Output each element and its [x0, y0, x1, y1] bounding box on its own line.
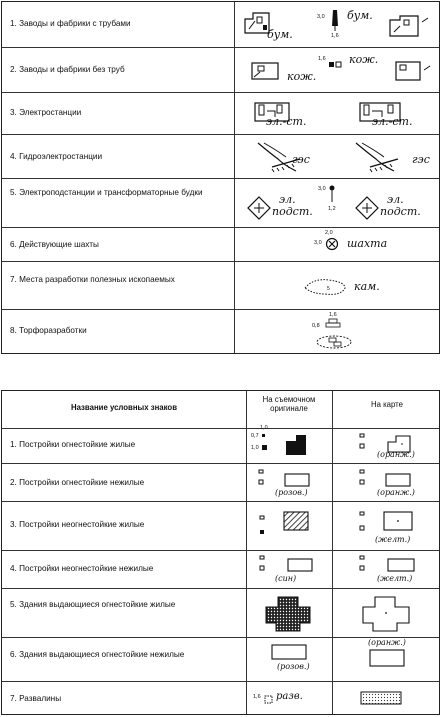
- table-building-symbols: [1, 390, 440, 715]
- scale-label: 1,6: [329, 312, 337, 318]
- table-row: [2, 550, 439, 589]
- svg-text:5: 5: [327, 286, 330, 292]
- scale-label: 1,6: [331, 33, 339, 39]
- scale-label: 1,6: [253, 694, 261, 700]
- quarry-symbol: [303, 276, 349, 303]
- symbol-caption: бум.: [347, 9, 373, 22]
- row-label: 3. Электростанции: [10, 108, 82, 117]
- symbol-caption: подст.: [272, 205, 313, 218]
- table-row: [2, 588, 439, 638]
- scale-label: 3,0: [317, 14, 325, 20]
- symbol-caption: кам.: [354, 280, 380, 293]
- scale-label: 2,0: [325, 230, 333, 236]
- header-survey: На съемочном оригинале: [262, 395, 316, 413]
- building-nonfireproof-residential-symbol: [258, 508, 318, 547]
- table-row: [2, 425, 439, 464]
- table-row: [2, 501, 439, 551]
- row-label: 7. Места разработки полезных ископаемых: [10, 275, 175, 284]
- row-label: 3. Постройки неогнестойкие жилые: [10, 520, 145, 529]
- scale-label: 1,0: [260, 425, 268, 431]
- table-header: [2, 391, 439, 428]
- table-row: [2, 134, 439, 179]
- scale-label: 0,8: [312, 323, 320, 329]
- row-label: 5. Здания выдающиеся огнестойкие жилые: [10, 600, 176, 609]
- map-note: (оранж.): [377, 450, 415, 459]
- symbol-caption: гэс: [412, 153, 430, 166]
- table-row: [2, 92, 439, 135]
- scale-label: 3,0: [318, 186, 326, 192]
- row-label: 4. Постройки неогнестойкие нежилые: [10, 564, 154, 573]
- row-label: 1. Постройки огнестойкие жилые: [10, 440, 136, 449]
- table-row: [2, 178, 439, 228]
- row-label: 1. Заводы и фабрики с трубами: [10, 19, 131, 28]
- map-note: (оранж.): [377, 488, 415, 497]
- row-label: 5. Электроподстанции и трансформаторные будки: [10, 188, 203, 197]
- scale-label: 1,6: [318, 56, 326, 62]
- survey-note: (син): [275, 574, 297, 583]
- row-label: 2. Постройки огнестойкие нежилые: [10, 478, 145, 487]
- map-note: (желт.): [375, 535, 411, 544]
- row-label: 4. Гидроэлектростанции: [10, 152, 103, 161]
- row-label: 6. Действующие шахты: [10, 240, 99, 249]
- table-row: [2, 2, 439, 47]
- scale-label: 0,7: [251, 433, 259, 439]
- symbol-caption: эл.: [279, 193, 296, 206]
- table-row: [2, 309, 439, 356]
- table-industrial-symbols: [1, 1, 440, 354]
- substation-symbol: [354, 195, 380, 226]
- peat-works-symbol: [315, 317, 355, 356]
- ruins-icon: [264, 692, 274, 710]
- scale-square-icon: [329, 56, 343, 74]
- scale-label: 1,0: [251, 445, 259, 451]
- building-fireproof-residential-symbol: [260, 431, 316, 464]
- row-label: 6. Здания выдающиеся огнестойкие нежилые: [10, 650, 185, 659]
- prominent-building-residential-symbol: [264, 595, 314, 640]
- survey-note: (розов.): [277, 662, 310, 671]
- factory-with-chimney-symbol: [388, 14, 432, 45]
- scale-label: 3,0: [314, 240, 322, 246]
- table-row: [2, 47, 439, 93]
- symbol-caption: эл.-ст.: [372, 115, 413, 128]
- table-row: [2, 681, 439, 717]
- prominent-building-map-symbol: [361, 595, 413, 640]
- table-row: [2, 637, 439, 682]
- survey-note: (розов.): [275, 488, 308, 497]
- row-label: 8. Торфоразработки: [10, 326, 87, 335]
- factory-without-chimney-symbol: [394, 60, 434, 89]
- row-label: 7. Развалины: [10, 694, 62, 703]
- survey-note: разв.: [276, 691, 303, 702]
- prominent-building-map-symbol: [368, 648, 408, 675]
- table-row: [2, 261, 439, 310]
- symbol-caption: гэс: [292, 153, 310, 166]
- map-note: (оранж.): [368, 638, 406, 647]
- symbol-caption: бум.: [267, 28, 293, 41]
- symbol-caption: кож.: [287, 70, 317, 83]
- symbol-caption: кож.: [349, 53, 379, 66]
- row-label: 2. Заводы и фабрики без труб: [10, 65, 125, 74]
- symbol-caption: эл.-ст.: [266, 115, 307, 128]
- header-map: На карте: [370, 400, 404, 409]
- scale-label: 1,2: [328, 206, 336, 212]
- table-row: [2, 463, 439, 502]
- factory-without-chimney-symbol: [250, 61, 284, 88]
- header-name: Название условных знаков: [70, 403, 177, 412]
- map-note: (желт.): [377, 574, 413, 583]
- hydro-station-symbol: [256, 141, 326, 180]
- ruins-map-symbol: [359, 690, 405, 711]
- symbol-caption: эл.: [387, 193, 404, 206]
- symbol-caption: подст.: [380, 205, 421, 218]
- table-row: [2, 227, 439, 262]
- mine-icon: [325, 237, 339, 256]
- symbol-caption: шахта: [347, 237, 388, 250]
- substation-symbol: [246, 195, 272, 226]
